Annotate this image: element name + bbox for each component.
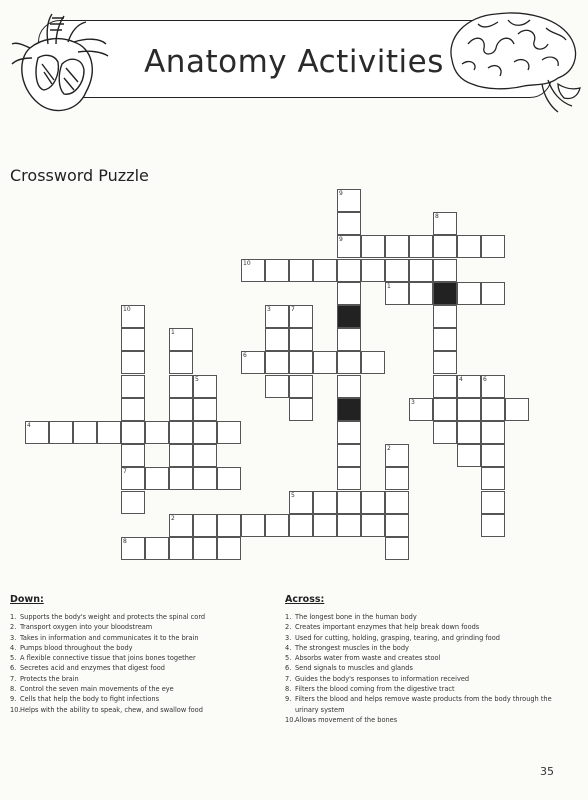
clue-text: Pumps blood throughout the body (20, 643, 133, 652)
crossword-cell[interactable] (289, 259, 313, 282)
crossword-cell[interactable] (121, 328, 145, 351)
crossword-cell[interactable] (481, 398, 505, 421)
crossword-cell[interactable] (121, 375, 145, 398)
puzzle-title: Crossword Puzzle (10, 166, 149, 185)
crossword-cell[interactable] (193, 514, 217, 537)
clue-number: 7. (285, 674, 292, 683)
crossword-cell[interactable] (73, 421, 97, 444)
down-clues (10, 612, 260, 715)
clue-number-label: 7 (291, 306, 295, 313)
crossword-cell[interactable] (385, 467, 409, 490)
down-title: Down: (10, 594, 44, 605)
crossword-cell[interactable] (433, 351, 457, 374)
crossword-cell[interactable] (289, 328, 313, 351)
clue-number: 2. (10, 623, 17, 632)
crossword-cell[interactable] (289, 375, 313, 398)
crossword-cell[interactable] (217, 421, 241, 444)
crossword-cell[interactable] (49, 421, 73, 444)
crossword-cell[interactable] (481, 444, 505, 467)
crossword-cell[interactable] (385, 259, 409, 282)
across-clue (285, 684, 575, 694)
clue-number: 6. (10, 664, 17, 673)
clue-text: Send signals to muscles and glands (295, 664, 413, 673)
crossword-black-cell (433, 282, 457, 305)
down-clue (10, 705, 260, 715)
clue-number-label: 10 (243, 259, 251, 267)
clue-text: Transport oxygen into your bloodstream (20, 623, 153, 632)
clue-number: 1. (285, 613, 292, 621)
crossword-cell[interactable] (169, 375, 193, 398)
crossword-cell[interactable] (433, 398, 457, 421)
crossword-cell[interactable] (409, 259, 433, 282)
clue-number-label: 9 (339, 236, 343, 244)
crossword-cell[interactable] (361, 514, 385, 537)
clue-number: 7. (10, 674, 17, 683)
down-clue (10, 612, 260, 622)
clue-number: 10. (285, 715, 296, 724)
clue-number: 6. (285, 664, 292, 673)
page-number: 35 (540, 765, 554, 778)
clue-number-label: 1 (387, 282, 391, 290)
crossword-cell[interactable] (481, 491, 505, 514)
down-clue (10, 694, 260, 704)
clue-number: 4. (285, 643, 292, 652)
clue-text: Allows movement of the bones (295, 715, 398, 724)
clue-number-label: 6 (243, 352, 247, 360)
crossword-cell[interactable] (505, 398, 529, 421)
crossword-cell[interactable] (457, 421, 481, 444)
down-clue (10, 622, 260, 632)
clue-text: A flexible connective tissue that joins bones together (20, 654, 196, 663)
across-clue (285, 674, 575, 684)
crossword-cell[interactable] (313, 514, 337, 537)
across-clue (285, 653, 575, 663)
clue-number-label: 9 (339, 190, 343, 197)
clue-text: Supports the body's weight and protects the spinal cord (20, 613, 206, 621)
clue-number-label: 2 (387, 445, 391, 453)
down-clue (10, 653, 260, 663)
crossword-cell[interactable] (265, 375, 289, 398)
crossword-black-cell (337, 305, 361, 328)
clue-number-label: 4 (459, 375, 463, 383)
crossword-cell[interactable] (481, 235, 505, 258)
across-clue (285, 663, 575, 673)
clue-number: 5. (285, 654, 292, 663)
across-clue (285, 622, 575, 632)
crossword-cell[interactable] (433, 421, 457, 444)
clue-text: Filters the blood and helps remove waste products from the body through the urinary system (295, 695, 552, 714)
clue-number-label: 8 (435, 213, 439, 221)
clue-number: 10. (10, 705, 21, 714)
across-clue (285, 643, 575, 653)
crossword-cell[interactable] (313, 491, 337, 514)
clue-number: 5. (10, 654, 17, 663)
crossword-cell[interactable] (385, 491, 409, 514)
clue-number: 9. (285, 695, 292, 704)
crossword-cell[interactable] (457, 398, 481, 421)
crossword-cell[interactable] (121, 398, 145, 421)
crossword-cell[interactable] (457, 282, 481, 305)
crossword-cell[interactable] (361, 351, 385, 374)
crossword-cell[interactable] (289, 398, 313, 421)
crossword-cell[interactable] (289, 351, 313, 374)
crossword-cell[interactable] (337, 467, 361, 490)
across-clue (285, 612, 575, 622)
crossword-cell[interactable] (193, 421, 217, 444)
crossword-cell[interactable] (313, 351, 337, 374)
crossword-cell[interactable] (433, 375, 457, 398)
clue-number-label: 6 (483, 375, 487, 383)
crossword-black-cell (337, 398, 361, 421)
clue-text: Filters the blood coming from the digestive tract (295, 685, 455, 694)
page-title: Anatomy Activities (144, 44, 444, 80)
clue-text: The strongest muscles in the body (295, 643, 409, 652)
clue-number: 8. (285, 685, 292, 694)
clue-text: Helps with the ability to speak, chew, and swallow food (20, 705, 203, 714)
down-clue (10, 663, 260, 673)
clue-number-label: 5 (291, 491, 295, 499)
crossword-cell[interactable] (337, 328, 361, 351)
crossword-cell[interactable] (145, 537, 169, 560)
crossword-cell[interactable] (337, 351, 361, 374)
crossword-cell[interactable] (481, 421, 505, 444)
crossword-cell[interactable] (217, 467, 241, 490)
down-clue (10, 684, 260, 694)
across-clue (285, 715, 575, 725)
crossword-cell[interactable] (433, 328, 457, 351)
clue-text: Creates important enzymes that help break down foods (295, 623, 480, 632)
down-clue (10, 643, 260, 653)
across-title: Across: (285, 594, 325, 605)
crossword-cell[interactable] (337, 491, 361, 514)
crossword-cell[interactable] (337, 514, 361, 537)
clue-text: Secretes acid and enzymes that digest food (20, 664, 165, 673)
crossword-cell[interactable] (409, 235, 433, 258)
clue-number: 4. (10, 643, 17, 652)
crossword-cell[interactable] (121, 351, 145, 374)
crossword-cell[interactable] (385, 537, 409, 560)
crossword-cell[interactable] (409, 282, 433, 305)
crossword-cell[interactable] (121, 421, 145, 444)
clue-text: Absorbs water from waste and creates stool (295, 654, 441, 663)
clue-number-label: 7 (123, 468, 127, 476)
crossword-cell[interactable] (169, 351, 193, 374)
clue-text: Control the seven main movements of the eye (20, 685, 174, 694)
crossword-cell[interactable] (169, 444, 193, 467)
crossword-cell[interactable] (337, 421, 361, 444)
crossword-cell[interactable] (169, 398, 193, 421)
crossword-cell[interactable] (145, 421, 169, 444)
crossword-cell[interactable] (217, 537, 241, 560)
crossword-cell[interactable] (193, 398, 217, 421)
crossword-cell[interactable] (313, 259, 337, 282)
crossword-cell[interactable] (481, 282, 505, 305)
clue-text: Takes in information and communicates it to the brain (20, 633, 199, 642)
crossword-cell[interactable] (361, 259, 385, 282)
crossword-cell[interactable] (433, 259, 457, 282)
crossword-cell[interactable] (433, 305, 457, 328)
across-clue (285, 633, 575, 643)
clue-text: Used for cutting, holding, grasping, tearing, and grinding food (295, 633, 500, 642)
clue-number-label: 3 (267, 306, 271, 313)
crossword-cell[interactable] (121, 491, 145, 514)
crossword-cell[interactable] (337, 212, 361, 235)
crossword-cell[interactable] (361, 235, 385, 258)
across-clues (285, 612, 575, 725)
crossword-cell[interactable] (193, 444, 217, 467)
crossword-cell[interactable] (481, 514, 505, 537)
crossword-cell[interactable] (97, 421, 121, 444)
across-clue (285, 694, 575, 715)
clue-number-label: 1 (171, 329, 175, 337)
crossword-cell[interactable] (337, 444, 361, 467)
crossword-cell[interactable] (385, 235, 409, 258)
down-clue (10, 633, 260, 643)
crossword-cell[interactable] (361, 491, 385, 514)
crossword-cell[interactable] (169, 421, 193, 444)
crossword-cell[interactable] (169, 467, 193, 490)
clue-text: Cells that help the body to fight infections (20, 695, 160, 704)
crossword-cell[interactable] (457, 444, 481, 467)
crossword-cell[interactable] (337, 282, 361, 305)
crossword-cell[interactable] (385, 514, 409, 537)
crossword-cell[interactable] (265, 514, 289, 537)
crossword-cell[interactable] (193, 537, 217, 560)
clue-text: The longest bone in the human body (295, 613, 417, 621)
clue-number: 8. (10, 685, 17, 694)
clue-text: Protects the brain (20, 674, 79, 683)
clue-number-label: 4 (27, 422, 31, 429)
crossword-cell[interactable] (265, 351, 289, 374)
crossword-cell[interactable] (289, 514, 313, 537)
crossword-cell[interactable] (241, 514, 265, 537)
clue-number-label: 8 (123, 538, 127, 545)
clue-number: 3. (10, 633, 17, 642)
crossword-cell[interactable] (457, 235, 481, 258)
clue-number: 9. (10, 695, 17, 704)
crossword-cell[interactable] (265, 328, 289, 351)
crossword-cell[interactable] (433, 235, 457, 258)
clue-number-label: 2 (171, 514, 175, 522)
clue-number: 1. (10, 613, 17, 621)
clue-number-label: 5 (195, 375, 199, 383)
crossword-cell[interactable] (337, 259, 361, 282)
crossword-cell[interactable] (193, 467, 217, 490)
clue-number: 3. (285, 633, 292, 642)
down-clue (10, 674, 260, 684)
clue-number: 2. (285, 623, 292, 632)
crossword-cell[interactable] (121, 444, 145, 467)
crossword-cell[interactable] (169, 537, 193, 560)
clue-number-label: 3 (411, 398, 415, 406)
crossword-cell[interactable] (217, 514, 241, 537)
crossword-cell[interactable] (481, 467, 505, 490)
crossword-cell[interactable] (337, 375, 361, 398)
crossword-cell[interactable] (265, 259, 289, 282)
clue-text: Guides the body's responses to information received (295, 674, 470, 683)
clue-number-label: 10 (123, 306, 131, 313)
crossword-cell[interactable] (145, 467, 169, 490)
